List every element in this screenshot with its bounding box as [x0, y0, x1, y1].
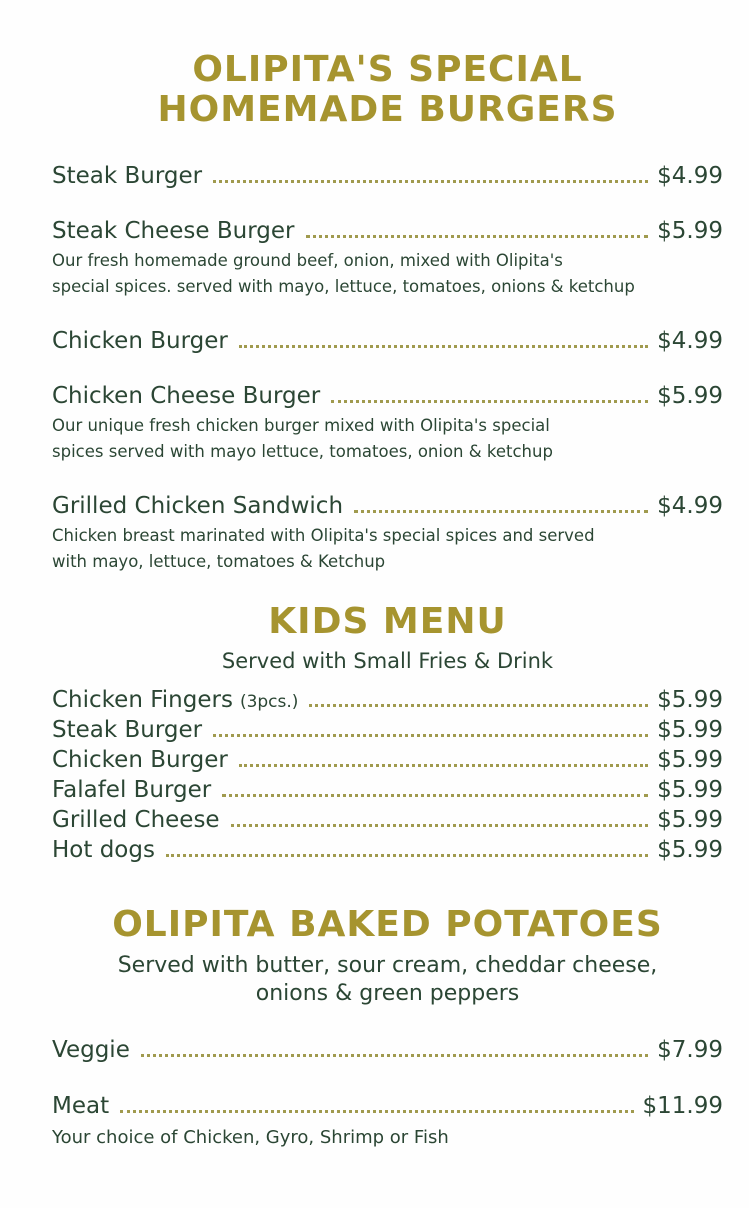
menu-item: [52, 327, 723, 355]
item-price: $5.99: [657, 218, 723, 244]
item-price: $5.99: [657, 777, 723, 803]
item-name: Falafel Burger: [52, 777, 212, 803]
section-subtitle: [52, 648, 723, 675]
item-name: Steak Cheese Burger: [52, 218, 295, 244]
dotted-leader: [141, 1054, 648, 1057]
section-items: [52, 162, 723, 575]
item-price: $7.99: [657, 1037, 723, 1063]
menu-item: [52, 1036, 723, 1064]
item-name: Meat: [52, 1093, 110, 1119]
item-description-line: with mayo, lettuce, tomatoes & Ketchup: [52, 552, 386, 571]
menu-item-row: [52, 805, 723, 835]
section-title-line: HOMEMADE BURGERS: [157, 89, 618, 130]
menu-item-row: [52, 217, 723, 245]
item-price: $5.99: [657, 837, 723, 863]
menu-item: [52, 835, 723, 865]
dotted-leader: [166, 854, 648, 857]
menu-item: [52, 162, 723, 190]
section-subtitle-line: Served with Small Fries & Drink: [221, 649, 554, 673]
item-price: $11.99: [642, 1093, 723, 1119]
item-name: Veggie: [52, 1037, 130, 1063]
item-name: Steak Burger: [52, 717, 203, 743]
section-items: [52, 685, 723, 865]
item-price: $5.99: [657, 687, 723, 713]
item-description: [52, 413, 723, 465]
dotted-leader: [213, 180, 648, 183]
menu-item: [52, 492, 723, 575]
menu-item: [52, 745, 723, 775]
menu-item: [52, 715, 723, 745]
menu-item: [52, 775, 723, 805]
section-title-line: KIDS MENU: [268, 601, 507, 642]
menu-item: [52, 1092, 723, 1151]
section-title-line: OLIPITA'S SPECIAL: [192, 49, 583, 90]
item-name: Chicken Fingers: [52, 687, 233, 713]
menu-item-row: [52, 327, 723, 355]
item-price: $4.99: [657, 328, 723, 354]
dotted-leader: [231, 824, 649, 827]
menu-section-kids: [52, 602, 723, 865]
menu-item-row: [52, 715, 723, 745]
item-name: Chicken Cheese Burger: [52, 383, 321, 409]
menu-section-potatoes: [52, 905, 723, 1151]
item-description-line: Chicken breast marinated with Olipita's special spices and served: [52, 526, 595, 545]
menu-item-row: [52, 685, 723, 715]
section-title: [52, 905, 723, 945]
dotted-leader: [354, 510, 648, 513]
dotted-leader: [239, 764, 648, 767]
item-name: Grilled Cheese: [52, 807, 220, 833]
item-price: $5.99: [657, 717, 723, 743]
dotted-leader: [120, 1110, 633, 1113]
item-description-line: spices served with mayo lettuce, tomatoes, onion & ketchup: [52, 442, 553, 461]
dotted-leader: [309, 704, 648, 707]
item-description-line: Our unique fresh chicken burger mixed with Olipita's special: [52, 416, 550, 435]
item-price: $4.99: [657, 493, 723, 519]
menu-item-row: [52, 1092, 723, 1120]
item-description-line: special spices. served with mayo, lettuce, tomatoes, onions & ketchup: [52, 277, 635, 296]
menu-item: [52, 805, 723, 835]
menu-item: [52, 382, 723, 465]
item-name: Grilled Chicken Sandwich: [52, 493, 344, 519]
section-title: [52, 50, 723, 130]
menu-item-row: [52, 835, 723, 865]
dotted-leader: [222, 794, 648, 797]
section-title: [52, 602, 723, 642]
item-price: $5.99: [657, 383, 723, 409]
item-name: Chicken Burger: [52, 328, 228, 354]
section-subtitle-line: Served with butter, sour cream, cheddar cheese,: [117, 953, 658, 978]
menu-item-row: [52, 492, 723, 520]
section-title-line: OLIPITA BAKED POTATOES: [112, 904, 663, 945]
item-note: (3pcs.): [239, 692, 299, 712]
section-items: [52, 1036, 723, 1151]
menu-item-row: [52, 745, 723, 775]
menu-item: [52, 217, 723, 300]
menu-item-row: [52, 775, 723, 805]
menu-item-row: [52, 1036, 723, 1064]
item-name: Hot dogs: [52, 837, 155, 863]
dotted-leader: [306, 235, 649, 238]
item-price: $5.99: [657, 747, 723, 773]
dotted-leader: [239, 345, 648, 348]
section-subtitle-line: onions & green peppers: [255, 981, 520, 1006]
section-subtitle: [52, 952, 723, 1008]
item-name: Chicken Burger: [52, 747, 228, 773]
dotted-leader: [331, 400, 648, 403]
menu-item: [52, 685, 723, 715]
item-price: $5.99: [657, 807, 723, 833]
item-description: [52, 248, 723, 300]
menu-section-burgers: [52, 50, 723, 575]
item-name: Steak Burger: [52, 163, 203, 189]
item-description-line: Your choice of Chicken, Gyro, Shrimp or Fish: [52, 1127, 449, 1148]
item-description-line: Our fresh homemade ground beef, onion, mixed with Olipita's: [52, 251, 563, 270]
item-description: [52, 523, 723, 575]
dotted-leader: [213, 734, 648, 737]
item-description: [52, 1124, 723, 1151]
item-price: $4.99: [657, 163, 723, 189]
menu-item-row: [52, 162, 723, 190]
menu-item-row: [52, 382, 723, 410]
